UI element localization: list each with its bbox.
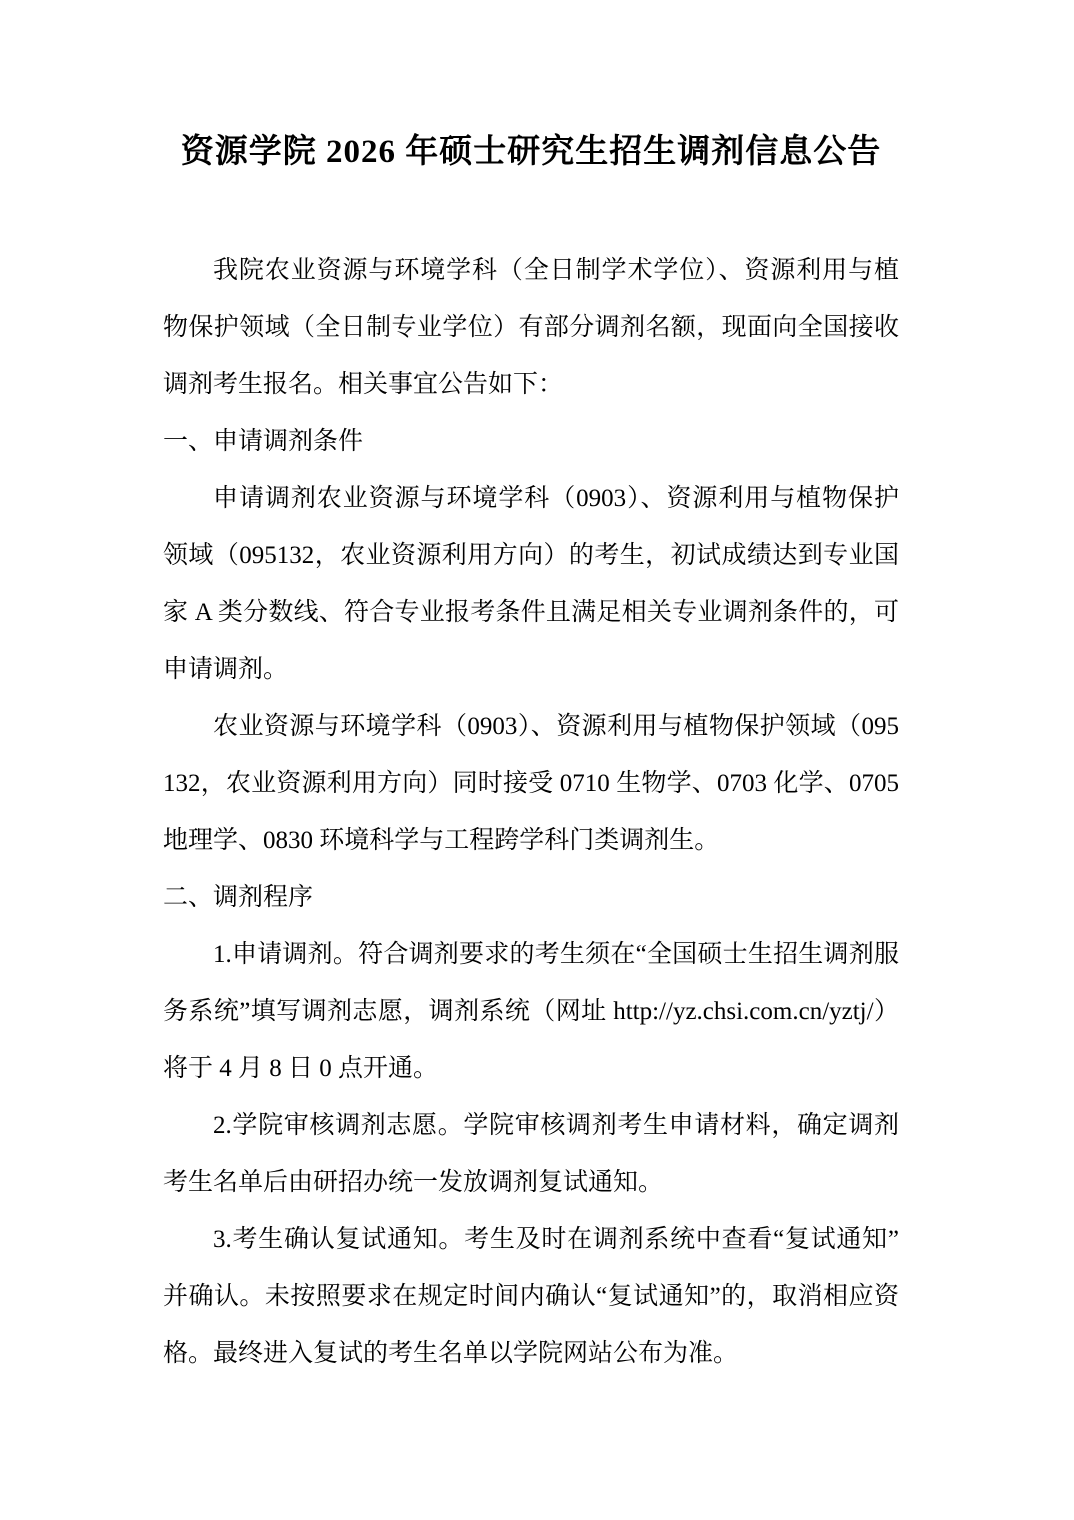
paragraph: 2.学院审核调剂志愿。学院审核调剂考生申请材料，确定调剂考生名单后由研招办统一发放调剂复试通知。 (163, 1112, 899, 1196)
section-heading-1: 一、申请调剂条件 (163, 428, 364, 455)
paragraph: 农业资源与环境学科（0903）、资源利用与植物保护领域（095132，农业资源利用方向）同时接受 0710 生物学、0703 化学、0705 地理学、0830 环境科学与工程跨学科门类调剂生。 (163, 713, 899, 854)
intro-paragraph: 我院农业资源与环境学科（全日制学术学位）、资源利用与植物保护领域（全日制专业学位）有部分调剂名额，现面向全国接收调剂考生报名。相关事宜公告如下： (163, 257, 899, 398)
paragraph: 申请调剂农业资源与环境学科（0903）、资源利用与植物保护领域（095132，农业资源利用方向）的考生，初试成绩达到专业国家 A 类分数线、符合专业报考条件且满足相关专业调剂条件的，可申请调剂。 (163, 485, 899, 683)
document-body (163, 242, 899, 1382)
page-title: 资源学院 2026 年硕士研究生招生调剂信息公告 (180, 134, 882, 170)
paragraph: 1.申请调剂。符合调剂要求的考生须在“全国硕士生招生调剂服务系统”填写调剂志愿，调剂系统（网址 http://yz.chsi.com.cn/yztj/）将于 4 月 8 日 0 点开通。 (163, 941, 899, 1082)
section-heading-2: 二、调剂程序 (163, 884, 314, 911)
paragraph: 3.考生确认复试通知。考生及时在调剂系统中查看“复试通知”并确认。未按照要求在规定时间内确认“复试通知”的，取消相应资格。最终进入复试的考生名单以学院网站公布为准。 (163, 1226, 899, 1367)
